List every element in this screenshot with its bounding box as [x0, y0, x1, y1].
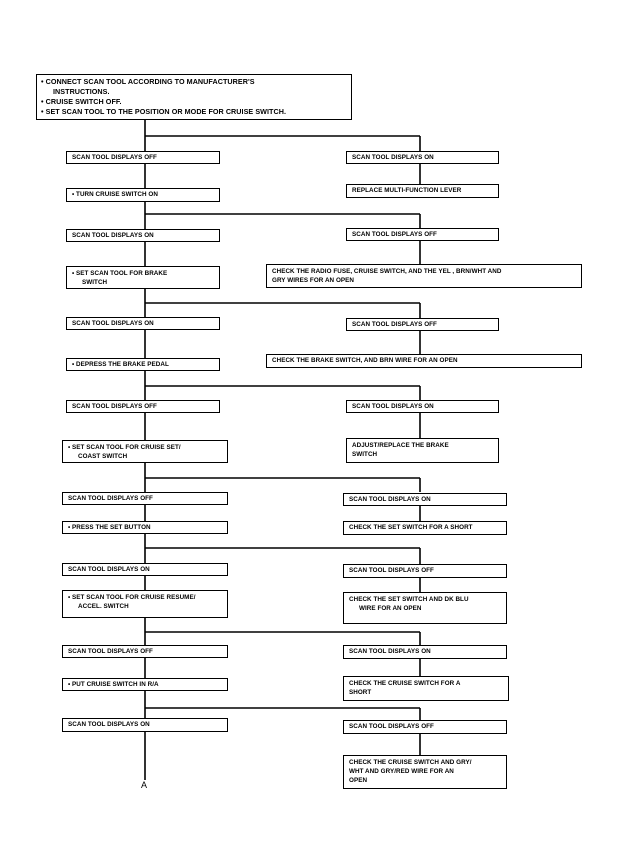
result-box-on [343, 493, 507, 506]
action-box [66, 266, 220, 289]
action-box [62, 521, 228, 534]
box-text: SCAN TOOL DISPLAYS OFF [352, 320, 437, 328]
box-text: ACCEL. SWITCH [78, 603, 129, 611]
box-text: SCAN TOOL DISPLAYS ON [352, 153, 434, 161]
box-text: • SET SCAN TOOL FOR CRUISE RESUME/ [68, 594, 196, 601]
box-text: REPLACE MULTI-FUNCTION LEVER [352, 187, 462, 195]
box-text: GRY WIRES FOR AN OPEN [272, 277, 354, 285]
box-text: • SET SCAN TOOL FOR CRUISE SET/ [68, 444, 181, 451]
box-text: SCAN TOOL DISPLAYS ON [352, 402, 434, 410]
repair-box [343, 592, 507, 624]
instruction-line: • CRUISE SWITCH OFF. [41, 97, 122, 107]
instruction-line: • SET SCAN TOOL TO THE POSITION OR MODE FOR CRUISE SWITCH. [41, 107, 287, 117]
box-text: CHECK THE CRUISE SWITCH FOR A [349, 680, 461, 687]
repair-box [266, 354, 582, 368]
repair-box [346, 184, 499, 198]
result-box-off [66, 151, 220, 164]
box-text: SCAN TOOL DISPLAYS OFF [72, 402, 157, 410]
result-box-off [343, 720, 507, 734]
box-text: SCAN TOOL DISPLAYS ON [68, 565, 150, 573]
result-box-off [62, 492, 228, 505]
repair-box [343, 521, 507, 535]
box-text: SCAN TOOL DISPLAYS ON [349, 648, 431, 656]
box-text: • DEPRESS THE BRAKE PEDAL [72, 360, 169, 368]
box-text: WHT AND GRY/RED WIRE FOR AN [349, 768, 454, 776]
box-text: SCAN TOOL DISPLAYS ON [349, 495, 431, 503]
action-box [66, 188, 220, 202]
box-text: SCAN TOOL DISPLAYS ON [68, 721, 150, 729]
box-text: SCAN TOOL DISPLAYS OFF [349, 723, 434, 731]
action-box [62, 590, 228, 618]
box-text: ADJUST/REPLACE THE BRAKE [352, 442, 449, 449]
action-box [62, 678, 228, 691]
box-text: • PRESS THE SET BUTTON [68, 523, 151, 531]
box-text: CHECK THE RADIO FUSE, CRUISE SWITCH, AND THE YEL , BRN/WHT AND [272, 268, 502, 275]
result-box-off [62, 645, 228, 658]
connector-label: A [141, 780, 148, 790]
instruction-line: INSTRUCTIONS. [53, 87, 110, 97]
box-text: SHORT [349, 689, 372, 697]
repair-box [343, 676, 509, 701]
box-text: SWITCH [352, 451, 378, 459]
repair-box [343, 755, 507, 789]
result-box-off [343, 564, 507, 578]
repair-box [346, 438, 499, 463]
box-text: CHECK THE SET SWITCH FOR A SHORT [349, 524, 473, 532]
box-text: SCAN TOOL DISPLAYS OFF [349, 567, 434, 575]
box-text: • SET SCAN TOOL FOR BRAKE [72, 270, 168, 277]
result-box-on [66, 229, 220, 242]
box-text: SCAN TOOL DISPLAYS OFF [68, 647, 153, 655]
box-text: CHECK THE BRAKE SWITCH, AND BRN WIRE FOR AN OPEN [272, 357, 458, 365]
start-instructions-box [36, 74, 352, 120]
box-text: OPEN [349, 777, 368, 785]
result-box-on [346, 151, 499, 164]
box-text: SWITCH [82, 279, 108, 287]
box-text: COAST SWITCH [78, 453, 128, 461]
result-box-off [66, 400, 220, 413]
box-text: SCAN TOOL DISPLAYS ON [72, 231, 154, 239]
box-text: CHECK THE CRUISE SWITCH AND GRY/ [349, 759, 472, 766]
box-text: SCAN TOOL DISPLAYS OFF [352, 230, 437, 238]
result-box-off [346, 228, 499, 241]
box-text: SCAN TOOL DISPLAYS ON [72, 319, 154, 327]
action-box [62, 440, 228, 463]
box-text: CHECK THE SET SWITCH AND DK BLU [349, 596, 469, 603]
result-box-off [346, 318, 499, 331]
box-text: WIRE FOR AN OPEN [359, 605, 422, 613]
box-text: SCAN TOOL DISPLAYS OFF [68, 494, 153, 502]
result-box-on [346, 400, 499, 413]
result-box-on [62, 718, 228, 732]
result-box-on [62, 563, 228, 576]
box-text: SCAN TOOL DISPLAYS OFF [72, 153, 157, 161]
action-box [66, 358, 220, 371]
instruction-line: • CONNECT SCAN TOOL ACCORDING TO MANUFACTURER'S [41, 77, 255, 86]
result-box-on [343, 645, 507, 659]
result-box-on [66, 317, 220, 330]
box-text: • TURN CRUISE SWITCH ON [72, 191, 158, 199]
box-text: • PUT CRUISE SWITCH IN R/A [68, 680, 159, 688]
repair-box [266, 264, 582, 288]
